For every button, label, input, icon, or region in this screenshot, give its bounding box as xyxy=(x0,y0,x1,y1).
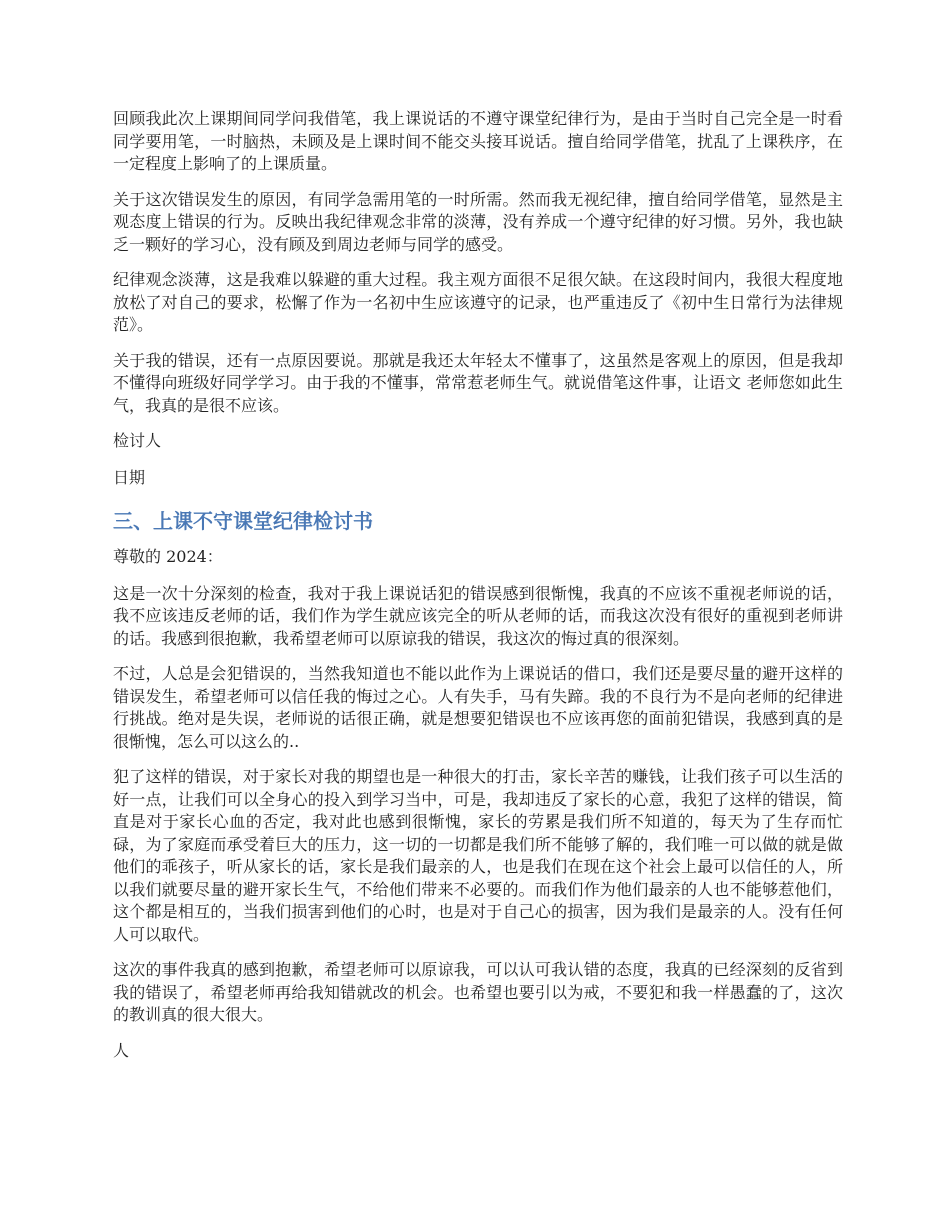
section-heading: 三、上课不守课堂纪律检讨书 xyxy=(113,509,373,533)
paragraph: 这是一次十分深刻的检查，我对于我上课说话犯的错误感到很惭愧，我真的不应该不重视老师说的话，我不应该违反老师的话，我们作为学生就应该完全的听从老师的话，而我这次没有很好的重视到老师讲的话。我感到很抱歉，我希望老师可以原谅我的错误，我这次的悔过真的很深刻。 xyxy=(113,583,843,648)
paragraph: 不过，人总是会犯错误的，当然我知道也不能以此作为上课说话的借口，我们还是要尽量的避开这样的错误发生，希望老师可以信任我的悔过之心。人有失手，马有失蹄。我的不良行为不是向老师的纪律进行挑战。绝对是失误，老师说的话很正确，就是想要犯错误也不应该再您的面前犯错误，我感到真的是很惭愧，怎么可以这么的.. xyxy=(113,664,843,751)
closing-line: 人 xyxy=(113,1040,130,1060)
paragraph: 关于我的错误，还有一点原因要说。那就是我还太年轻太不懂事了，这虽然是客观上的原因，但是我却不懂得向班级好同学学习。由于我的不懂事，常常惹老师生气。就说借笔这件事，让语文 老师您如此生气，我真的是很不应该。 xyxy=(113,350,843,415)
signature-line: 检讨人 xyxy=(113,431,162,450)
paragraph: 这次的事件我真的感到抱歉，希望老师可以原谅我，可以认可我认错的态度，我真的已经深刻的反省到我的错误了，希望老师再给我知错就改的机会。也希望也要引以为戒，不要犯和我一样愚蠢的了，这次的教训真的很大很大。 xyxy=(113,960,843,1024)
date-line: 日期 xyxy=(113,467,146,487)
document-page xyxy=(113,108,843,1076)
paragraph: 纪律观念淡薄，这是我难以躲避的重大过程。我主观方面很不足很欠缺。在这段时间内，我很大程度地放松了对自己的要求，松懈了作为一名初中生应该遵守的记录，也严重违反了《初中生日常行为法律规范》。 xyxy=(113,270,843,334)
paragraph: 关于这次错误发生的原因，有同学急需用笔的一时所需。然而我无视纪律，擅自给同学借笔，显然是主观态度上错误的行为。反映出我纪律观念非常的淡薄，没有养成一个遵守纪律的好习惯。另外，我也缺乏一颗好的学习心，没有顾及到周边老师与同学的感受。 xyxy=(113,189,843,254)
paragraph: 犯了这样的错误，对于家长对我的期望也是一种很大的打击，家长辛苦的赚钱，让我们孩子可以生活的好一点，让我们可以全身心的投入到学习当中，可是，我却违反了家长的心意，我犯了这样的错误，简直是对于家长心血的否定，我对此也感到很惭愧，家长的劳累是我们所不知道的，每天为了生存而忙碌，为了家庭而承受着巨大的压力，这一切的一切都是我们所不能够了解的，我们唯一可以做的就是做他们的乖孩子，听从家长的话，家长是我们最亲的人，也是我们在现在这个社会上最可以信任的人，所以我们就要尽量的避开家长生气，不给他们带来不必要的。而我们作为他们最亲的人也不能够惹他们，这个都是相互的，当我们损害到他们的心时，也是对于自己心的损害，因为我们是最亲的人。没有任何人可以取代。 xyxy=(113,767,843,944)
paragraph: 回顾我此次上课期间同学问我借笔，我上课说话的不遵守课堂纪律行为，是由于当时自己完全是一时看同学要用笔，一时脑热，未顾及是上课时间不能交头接耳说话。擅自给同学借笔，扰乱了上课秩序，在一定程度上影响了的上课质量。 xyxy=(113,109,843,173)
salutation: 尊敬的 2024： xyxy=(113,547,223,566)
